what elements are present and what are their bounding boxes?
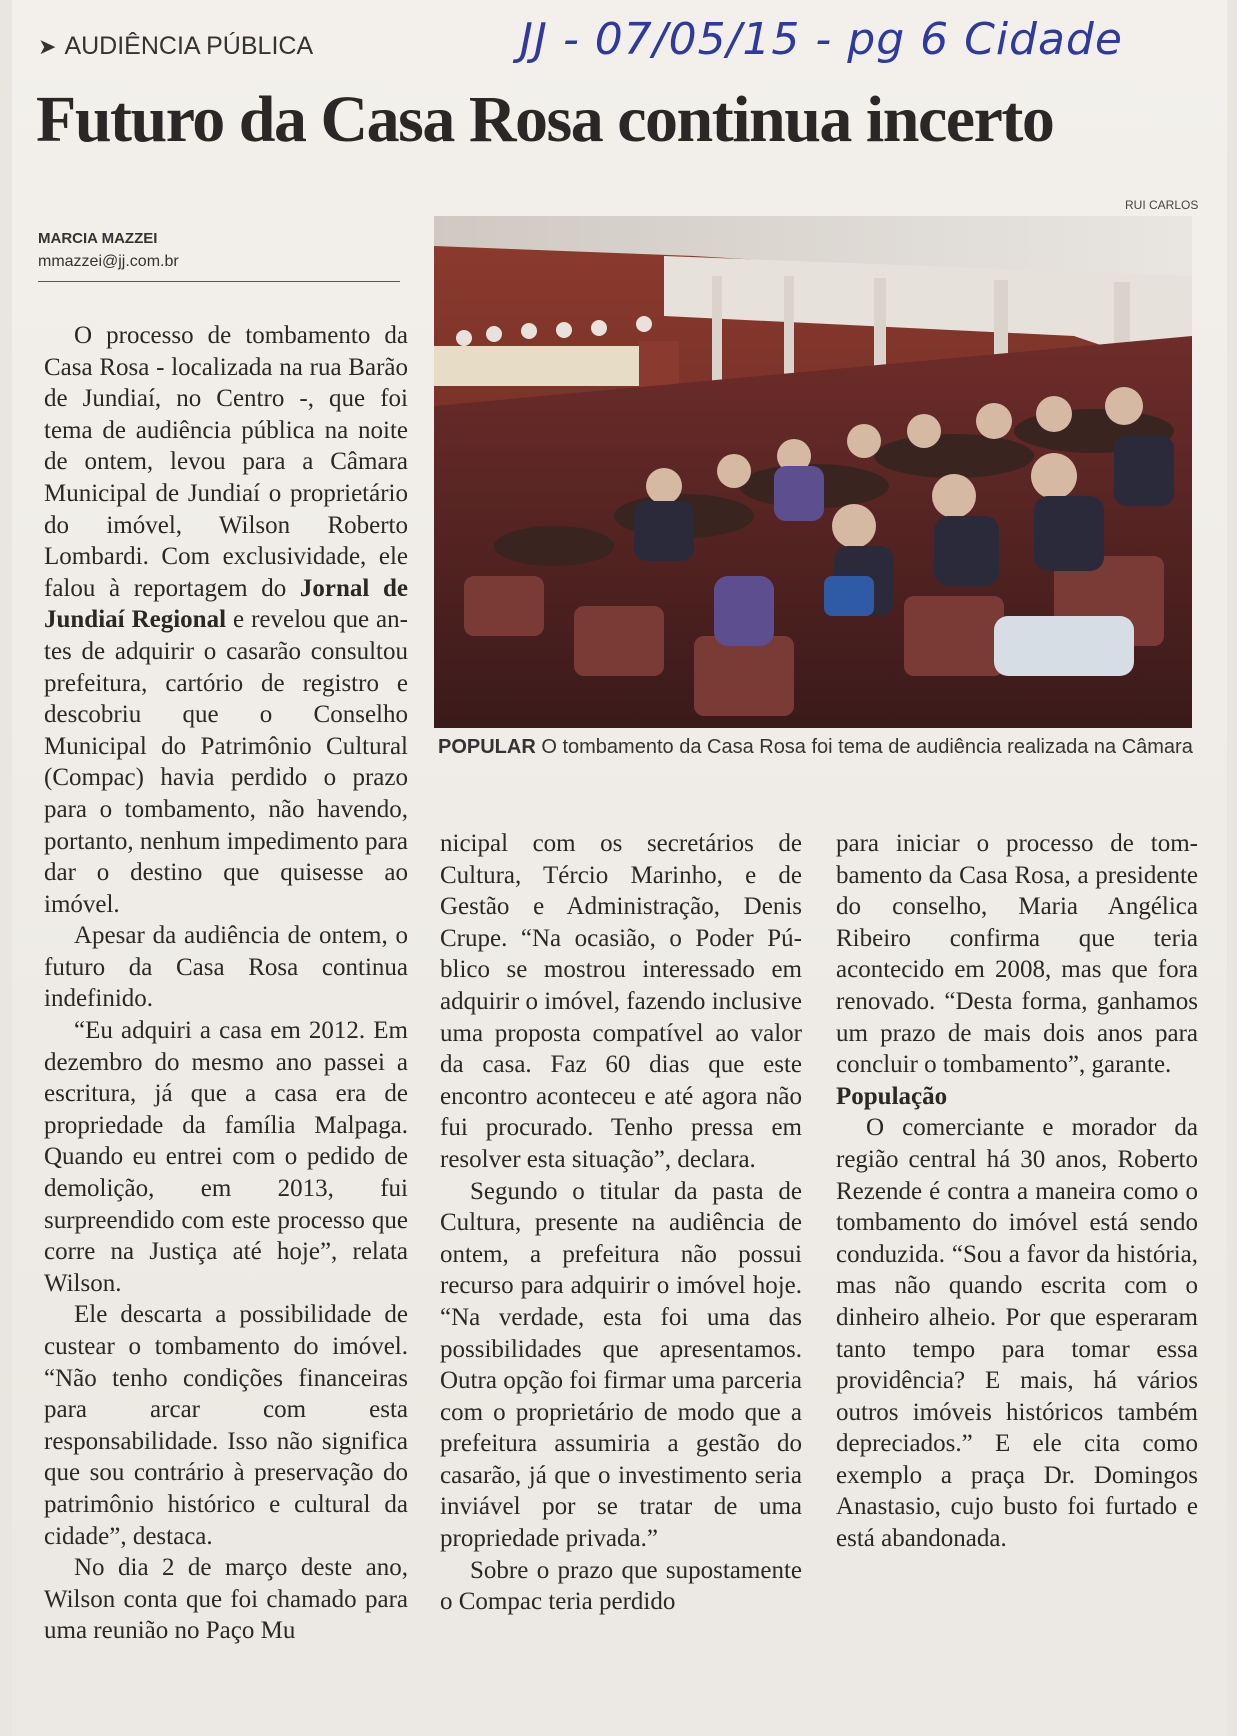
paragraph-text: O processo de tombamento da Casa Rosa - localizada na rua Barão de Jundiaí, no Centro -, que foi tema de audiência pública na noite de ontem, levou para a Câmara Municipal de Jundiaí o proprietário do imóvel, Wilson Roberto Lombardi. Com exclusividade, ele falou à reportagem do [44, 322, 408, 602]
section-label [38, 32, 313, 61]
audience-photo [434, 216, 1192, 728]
caption-label: POPULAR [438, 736, 536, 758]
headline: Futuro da Casa Rosa continua incerto [36, 83, 1054, 156]
arrow-icon: ➤ [38, 34, 57, 59]
photo-credit: RUI CARLOS [1125, 198, 1199, 212]
caption-text: O tombamento da Casa Rosa foi tema de audiência realizada na Câmara [535, 736, 1193, 758]
paragraph: No dia 2 de março deste ano, Wilson conta que foi chamado para uma reunião no Paço Mu [44, 1554, 408, 1645]
paragraph: O comerciante e morador da região central há 30 anos, Roberto Rezende é contra a maneira como o tombamento do imóvel está sendo conduzida. “Sou a favor da história, mas não quando escrita com o dinheiro alheio. Por que esperaram tanto tempo para tomar essa providência? E mais, há vários outros imóveis históricos também depreciados.” E ele cita como exemplo a praça Dr. Domingos Anastasio, cujo busto foi furtado e está abandonada. [836, 1114, 1198, 1553]
article-column-3 [836, 828, 1198, 1555]
article-column-1 [44, 320, 408, 1647]
author-email: mmazzei@jj.com.br [38, 253, 179, 270]
paragraph: “Eu adquiri a casa em 2012. Em dezembro do mesmo ano passei a escritura, já que a casa era de propriedade da família Malpaga. Quando eu entrei com o pedido de demolição, em 2013, fui surpreendido com este processo que corre na Justiça até hoje”, relata Wilson. [44, 1017, 408, 1297]
divider [38, 281, 400, 282]
paragraph: Ele descarta a possibilidade de custear o tombamento do imóvel. “Não tenho condições financeiras para arcar com esta responsabilidade. Isso não significa que sou contrário à preservação do patrimônio histórico e cultural da cidade”, destaca. [44, 1301, 408, 1550]
paragraph: nicipal com os secretários de Cultura, Tércio Marinho, e de Gestão e Administração, Denis Crupe. “Na ocasião, o Poder Público se mostrou interessado em adquirir o imóvel, fazendo inclusive uma proposta compatível ao valor da casa. Faz 60 dias que este encontro aconteceu e até agora não fui procurado. Tenho pressa em resolver esta situação”, declara. [440, 830, 802, 1173]
article-column-2 [440, 828, 802, 1618]
paragraph: Apesar da audiência de ontem, o futuro da Casa Rosa continua indefinido. [44, 922, 408, 1013]
paragraph: Sobre o prazo que supostamente o Compac teria perdido [440, 1556, 802, 1616]
handwritten-annotation: JJ - 07/05/15 - pg 6 Cidade [520, 14, 1123, 65]
section-label-text: AUDIÊNCIA PÚBLICA [64, 32, 314, 60]
author-name: MARCIA MAZZEI [38, 230, 158, 247]
paragraph [44, 320, 408, 920]
subheading: População [836, 1082, 948, 1110]
photo-caption [438, 736, 1198, 759]
paragraph: para iniciar o processo de tombamento da Casa Rosa, a presidente do conselho, Maria Angélica Ribeiro confirma que teria acontecido em 2008, mas que fora renovado. “Desta forma, ganhamos um prazo de mais dois anos para concluir o tombamento”, garante. [836, 830, 1198, 1079]
paragraph-text: e revelou que antes de adquirir o casarão consultou prefeitura, cartório de registro e descobriu que o Conselho Municipal do Patrimônio Cultural (Compac) havia perdido o prazo para o tombamento, não havendo, portanto, nenhum impedimento para dar o destino que quisesse ao imóvel. [44, 606, 408, 918]
paragraph: Segundo o titular da pasta de Cultura, presente na audiência de ontem, a prefeitura não possui recurso para adquirir o imóvel hoje. “Na verdade, esta foi uma das possibilidades que apresentamos. Outra opção foi firmar uma parceria com o proprietário de modo que a prefeitura assumiria a gestão do casarão, já que o investimento seria inviável por se tratar de uma propriedade privada.” [440, 1177, 802, 1553]
newspaper-name: Jornal de Jundiaí Regional [44, 574, 409, 634]
